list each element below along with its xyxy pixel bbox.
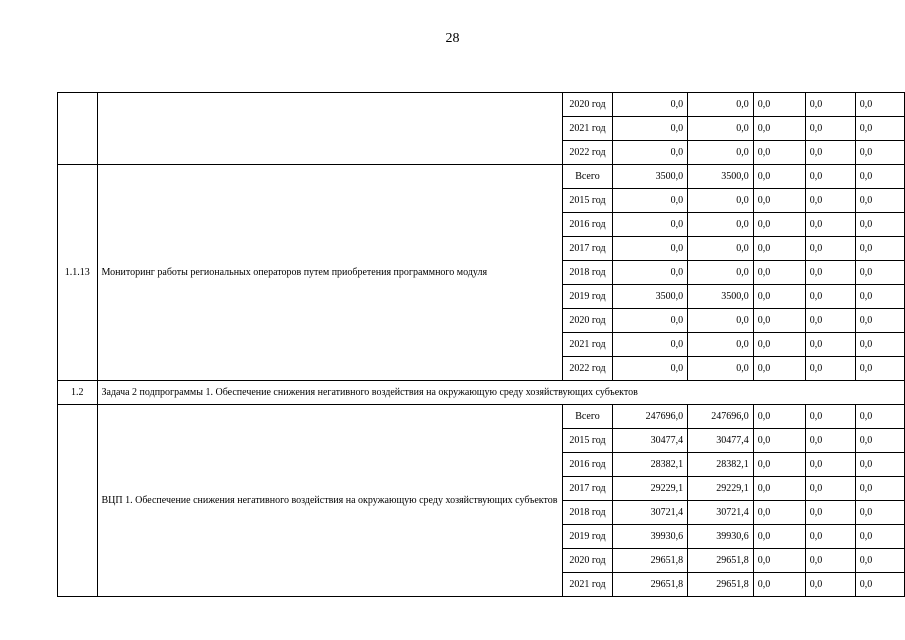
value-cell: 0,0 — [805, 501, 855, 525]
year-cell: 2021 год — [562, 117, 613, 141]
value-cell: 0,0 — [855, 285, 904, 309]
year-cell: 2018 год — [562, 261, 613, 285]
value-cell: 0,0 — [688, 357, 754, 381]
year-cell: 2017 год — [562, 477, 613, 501]
value-cell: 0,0 — [613, 141, 688, 165]
value-cell: 0,0 — [753, 285, 805, 309]
year-cell: 2015 год — [562, 189, 613, 213]
value-cell: 39930,6 — [613, 525, 688, 549]
value-cell: 0,0 — [753, 429, 805, 453]
value-cell: 0,0 — [613, 357, 688, 381]
table-row — [58, 165, 905, 189]
value-cell: 0,0 — [688, 93, 754, 117]
value-cell: 0,0 — [855, 501, 904, 525]
value-cell: 0,0 — [805, 429, 855, 453]
value-cell: 29651,8 — [613, 549, 688, 573]
value-cell: 0,0 — [688, 237, 754, 261]
value-cell: 0,0 — [855, 261, 904, 285]
value-cell: 29229,1 — [613, 477, 688, 501]
table-body — [58, 93, 905, 597]
item-code: 1.1.13 — [58, 165, 98, 381]
value-cell: 0,0 — [855, 141, 904, 165]
value-cell: 0,0 — [805, 93, 855, 117]
value-cell: 0,0 — [753, 573, 805, 597]
year-cell: 2021 год — [562, 573, 613, 597]
year-cell: Всего — [562, 405, 613, 429]
value-cell: 0,0 — [805, 141, 855, 165]
item-name: ВЦП 1. Обеспечение снижения негативного воздействия на окружающую среду хозяйствующих субъектов — [97, 405, 562, 597]
value-cell: 0,0 — [855, 165, 904, 189]
task-code: 1.2 — [58, 381, 98, 405]
value-cell: 0,0 — [855, 477, 904, 501]
value-cell: 0,0 — [613, 237, 688, 261]
name-cell — [97, 93, 562, 165]
value-cell: 0,0 — [688, 213, 754, 237]
value-cell: 0,0 — [805, 525, 855, 549]
value-cell: 0,0 — [688, 189, 754, 213]
value-cell: 0,0 — [613, 261, 688, 285]
year-cell: 2020 год — [562, 309, 613, 333]
value-cell: 0,0 — [805, 309, 855, 333]
value-cell: 0,0 — [805, 357, 855, 381]
year-cell: 2018 год — [562, 501, 613, 525]
year-cell: 2019 год — [562, 525, 613, 549]
value-cell: 0,0 — [855, 405, 904, 429]
value-cell: 0,0 — [855, 237, 904, 261]
value-cell: 30721,4 — [613, 501, 688, 525]
year-cell: 2016 год — [562, 213, 613, 237]
value-cell: 0,0 — [805, 261, 855, 285]
value-cell: 3500,0 — [688, 165, 754, 189]
value-cell: 0,0 — [753, 501, 805, 525]
value-cell: 0,0 — [753, 213, 805, 237]
value-cell: 0,0 — [855, 333, 904, 357]
value-cell: 30721,4 — [688, 501, 754, 525]
year-cell: 2020 год — [562, 549, 613, 573]
value-cell: 0,0 — [855, 189, 904, 213]
value-cell: 0,0 — [855, 453, 904, 477]
value-cell: 0,0 — [805, 573, 855, 597]
value-cell: 0,0 — [855, 549, 904, 573]
value-cell: 0,0 — [805, 165, 855, 189]
value-cell: 0,0 — [753, 525, 805, 549]
value-cell: 0,0 — [613, 309, 688, 333]
value-cell: 3500,0 — [688, 285, 754, 309]
value-cell: 28382,1 — [688, 453, 754, 477]
value-cell: 30477,4 — [613, 429, 688, 453]
value-cell: 3500,0 — [613, 285, 688, 309]
value-cell: 0,0 — [753, 453, 805, 477]
value-cell: 0,0 — [805, 213, 855, 237]
value-cell: 3500,0 — [613, 165, 688, 189]
value-cell: 29651,8 — [688, 549, 754, 573]
value-cell: 0,0 — [855, 117, 904, 141]
year-cell: 2022 год — [562, 357, 613, 381]
value-cell: 0,0 — [753, 333, 805, 357]
value-cell: 0,0 — [613, 189, 688, 213]
year-cell: 2015 год — [562, 429, 613, 453]
value-cell: 0,0 — [753, 141, 805, 165]
year-cell: 2022 год — [562, 141, 613, 165]
code-cell — [58, 93, 98, 165]
value-cell: 28382,1 — [613, 453, 688, 477]
task-title: Задача 2 подпрограммы 1. Обеспечение снижения негативного воздействия на окружающую среду хозяйствующих субъектов — [97, 381, 904, 405]
value-cell: 0,0 — [753, 549, 805, 573]
table-row — [58, 405, 905, 429]
year-cell: 2017 год — [562, 237, 613, 261]
value-cell: 0,0 — [613, 93, 688, 117]
value-cell: 0,0 — [805, 285, 855, 309]
year-cell: 2020 год — [562, 93, 613, 117]
value-cell: 0,0 — [613, 213, 688, 237]
value-cell: 247696,0 — [613, 405, 688, 429]
value-cell: 0,0 — [688, 141, 754, 165]
value-cell: 29651,8 — [613, 573, 688, 597]
value-cell: 0,0 — [805, 549, 855, 573]
value-cell: 0,0 — [688, 333, 754, 357]
value-cell: 0,0 — [753, 261, 805, 285]
value-cell: 0,0 — [805, 405, 855, 429]
value-cell: 0,0 — [855, 357, 904, 381]
value-cell: 0,0 — [753, 309, 805, 333]
value-cell: 0,0 — [688, 261, 754, 285]
value-cell: 0,0 — [805, 189, 855, 213]
year-cell: 2021 год — [562, 333, 613, 357]
value-cell: 0,0 — [753, 165, 805, 189]
value-cell: 0,0 — [805, 477, 855, 501]
value-cell: 0,0 — [855, 525, 904, 549]
value-cell: 0,0 — [613, 333, 688, 357]
value-cell: 39930,6 — [688, 525, 754, 549]
value-cell: 0,0 — [753, 93, 805, 117]
value-cell: 0,0 — [805, 333, 855, 357]
value-cell: 30477,4 — [688, 429, 754, 453]
value-cell: 0,0 — [753, 477, 805, 501]
value-cell: 0,0 — [855, 309, 904, 333]
item-name: Мониторинг работы региональных операторов путем приобретения программного модуля — [97, 165, 562, 381]
value-cell: 0,0 — [855, 573, 904, 597]
value-cell: 0,0 — [855, 429, 904, 453]
year-cell: Всего — [562, 165, 613, 189]
value-cell: 0,0 — [753, 237, 805, 261]
value-cell: 0,0 — [753, 405, 805, 429]
value-cell: 29651,8 — [688, 573, 754, 597]
year-cell: 2019 год — [562, 285, 613, 309]
year-cell: 2016 год — [562, 453, 613, 477]
value-cell: 0,0 — [805, 237, 855, 261]
value-cell: 0,0 — [753, 357, 805, 381]
value-cell: 0,0 — [805, 117, 855, 141]
value-cell: 0,0 — [855, 213, 904, 237]
value-cell: 0,0 — [855, 93, 904, 117]
value-cell: 0,0 — [753, 117, 805, 141]
code-cell — [58, 405, 98, 597]
value-cell: 0,0 — [805, 453, 855, 477]
value-cell: 0,0 — [613, 117, 688, 141]
budget-table — [57, 92, 905, 597]
page-number: 28 — [445, 31, 460, 46]
value-cell: 29229,1 — [688, 477, 754, 501]
task-row — [58, 381, 905, 405]
table-row — [58, 93, 905, 117]
value-cell: 0,0 — [753, 189, 805, 213]
value-cell: 0,0 — [688, 117, 754, 141]
value-cell: 0,0 — [688, 309, 754, 333]
value-cell: 247696,0 — [688, 405, 754, 429]
